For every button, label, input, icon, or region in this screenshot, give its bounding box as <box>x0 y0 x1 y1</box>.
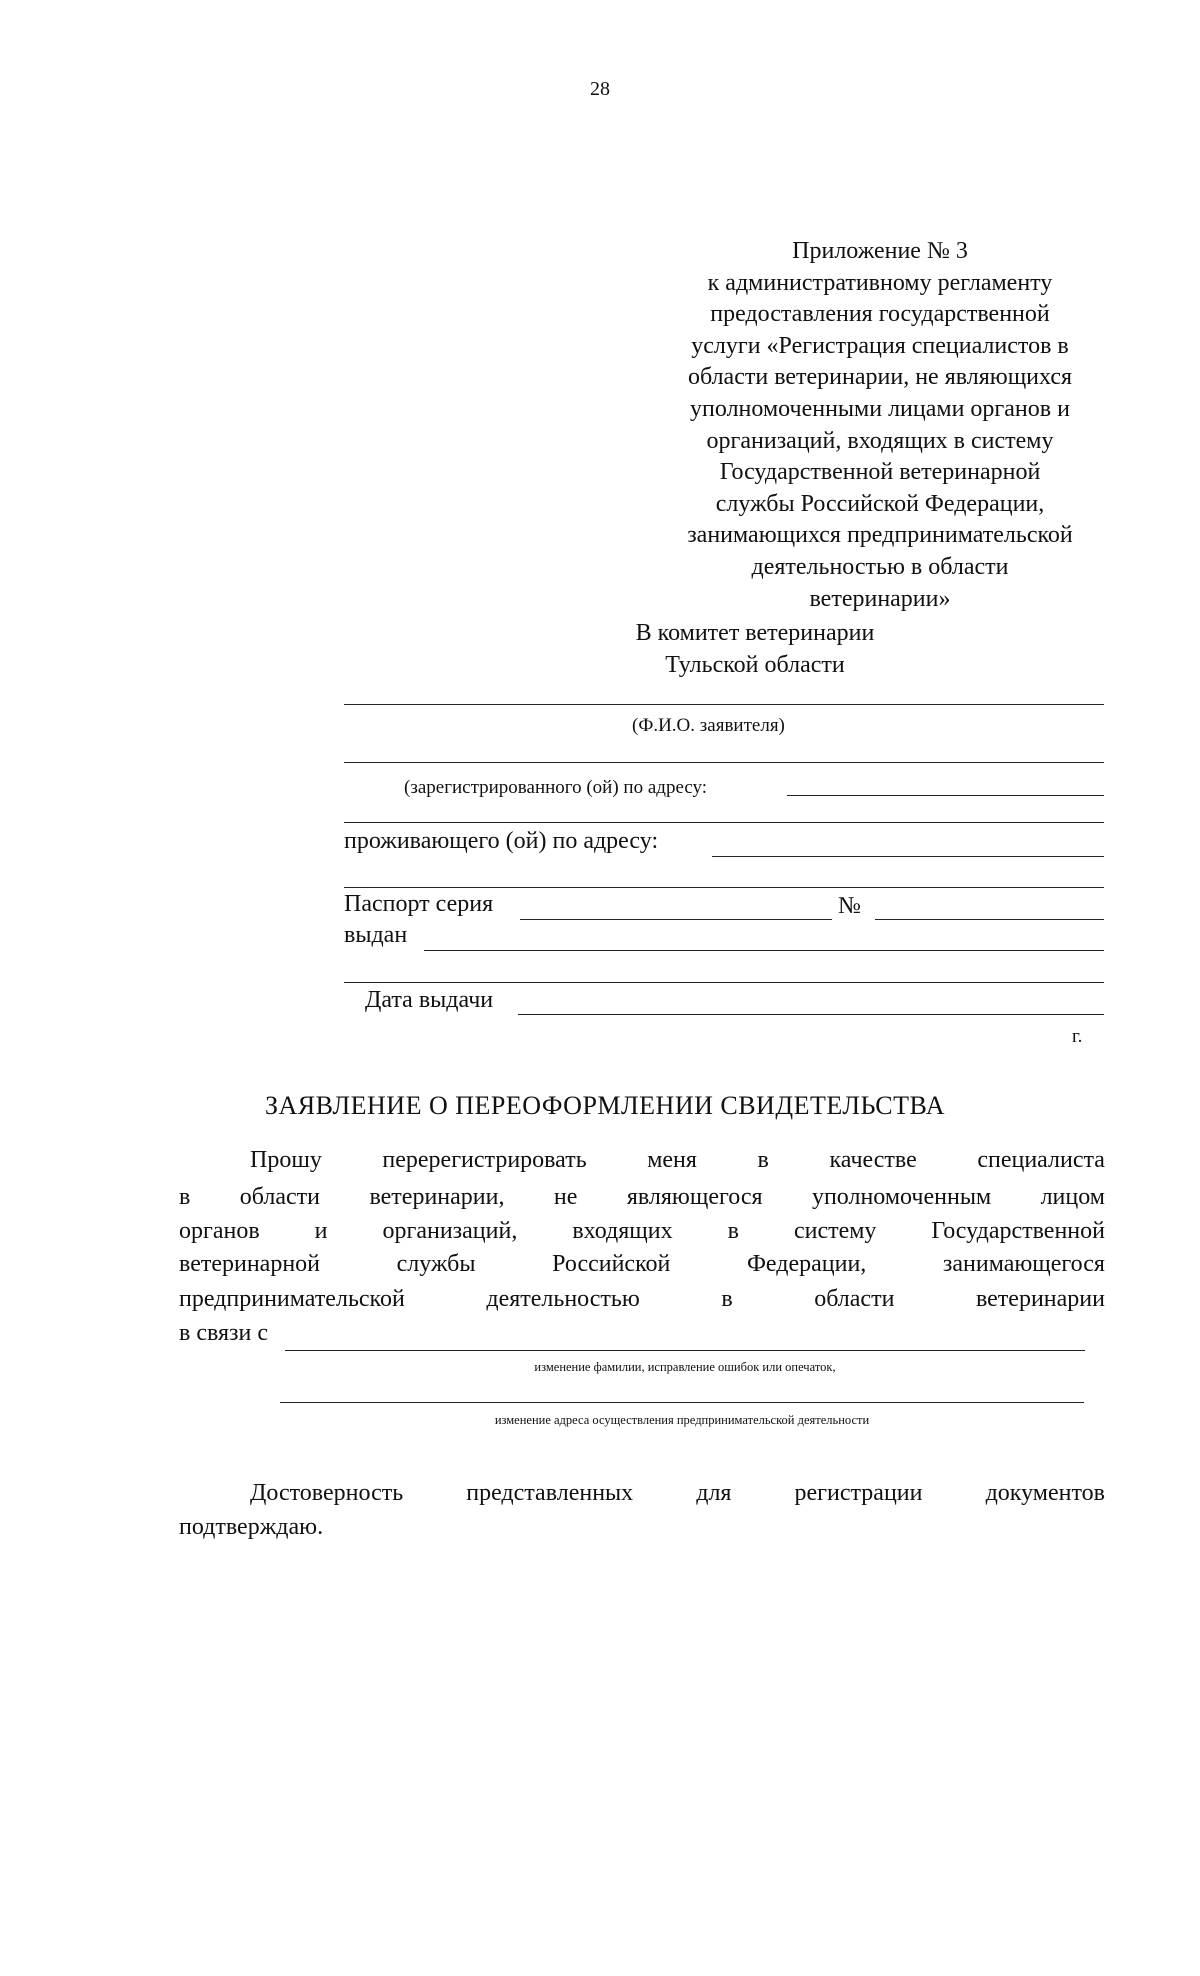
registration-address-field-line-3[interactable] <box>344 822 1104 823</box>
body-line-4 <box>179 1251 1105 1278</box>
passport-series-label: Паспорт серия <box>344 891 494 917</box>
body-word: и <box>314 1218 328 1244</box>
confirmation-line-2: подтверждаю. <box>179 1514 324 1540</box>
confirmation-word: представленных <box>466 1480 634 1506</box>
confirmation-word: регистрации <box>794 1480 923 1506</box>
confirmation-line-1 <box>250 1480 1105 1507</box>
body-word: систему <box>793 1218 877 1244</box>
issued-by-field-line-1[interactable] <box>424 950 1104 951</box>
appendix-line: Приложение № 3 <box>792 238 968 264</box>
reason-field-line-1[interactable] <box>285 1350 1085 1351</box>
reason-hint-1: изменение фамилии, исправление ошибок или опечаток, <box>534 1360 836 1374</box>
body-word: качестве <box>829 1147 917 1173</box>
registration-address-field-line-2[interactable] <box>787 795 1104 796</box>
body-word: входящих <box>572 1218 673 1244</box>
body-line-1 <box>250 1147 1105 1174</box>
body-line-3 <box>179 1218 1105 1245</box>
appendix-line: уполномоченными лицами органов и <box>690 395 1070 422</box>
body-word: являющегося <box>626 1184 763 1210</box>
registration-address-field-line-1[interactable] <box>344 762 1104 763</box>
residing-address-field-line-1[interactable] <box>712 856 1104 857</box>
fio-field[interactable] <box>344 704 1104 705</box>
addressee-line: Тульской области <box>665 652 845 678</box>
page-number: 28 <box>590 78 610 100</box>
reason-label: в связи с <box>179 1320 269 1346</box>
appendix-line: к административному регламенту <box>707 269 1053 296</box>
body-word: перерегистрировать <box>382 1147 587 1173</box>
addressee <box>595 617 915 681</box>
appendix-line: услуги «Регистрация специалистов в <box>691 332 1069 359</box>
body-word: службы <box>396 1251 476 1277</box>
reason-hint-2: изменение адреса осуществления предпринимательской деятельности <box>494 1413 870 1427</box>
passport-series-field[interactable] <box>520 919 832 920</box>
body-line-5 <box>179 1286 1105 1313</box>
body-word: Федерации, <box>746 1251 867 1277</box>
appendix-line: Государственной ветеринарной <box>719 459 1041 486</box>
appendix-line: деятельностью в области <box>751 553 1009 580</box>
issued-by-field-line-2[interactable] <box>344 982 1104 983</box>
body-word: Прошу <box>250 1147 322 1173</box>
issue-date-label: Дата выдачи <box>365 987 494 1013</box>
issued-by-label: выдан <box>344 922 408 948</box>
body-word: в <box>721 1286 733 1312</box>
document-title: ЗАЯВЛЕНИЕ О ПЕРЕОФОРМЛЕНИИ СВИДЕТЕЛЬСТВА <box>265 1091 945 1120</box>
body-word: ветеринарии <box>975 1286 1105 1312</box>
reason-field-line-2[interactable] <box>280 1402 1084 1403</box>
confirmation-word: для <box>696 1480 732 1506</box>
body-word: области <box>814 1286 895 1312</box>
appendix-line: области ветеринарии, не являющихся <box>687 364 1073 391</box>
appendix-line: службы Российской Федерации, <box>715 490 1045 517</box>
residing-address-field-line-2[interactable] <box>344 887 1104 888</box>
appendix-line: занимающихся предпринимательской <box>687 522 1073 549</box>
body-word: Государственной <box>931 1218 1105 1244</box>
body-word: лицом <box>1040 1184 1105 1210</box>
addressee-line: В комитет ветеринарии <box>635 620 875 646</box>
confirmation-word: Достоверность <box>250 1480 404 1506</box>
passport-number-field[interactable] <box>875 919 1104 920</box>
body-word: ветеринарии, <box>369 1184 505 1210</box>
residing-address-label: проживающего (ой) по адресу: <box>344 828 659 854</box>
confirmation-word: документов <box>985 1480 1105 1506</box>
body-word: специалиста <box>977 1147 1105 1173</box>
body-word: занимающегося <box>942 1251 1105 1277</box>
body-word: ветеринарной <box>179 1251 321 1277</box>
body-word: области <box>239 1184 321 1210</box>
registered-address-label: (зарегистрированного (ой) по адресу: <box>404 777 708 798</box>
body-word: Российской <box>552 1251 671 1277</box>
appendix-header <box>630 236 1130 615</box>
body-line-2 <box>179 1184 1105 1211</box>
body-word: не <box>553 1184 578 1210</box>
year-suffix: г. <box>1072 1026 1083 1047</box>
appendix-line: предоставления государственной <box>710 301 1050 328</box>
body-word: органов <box>179 1218 260 1244</box>
body-word: меня <box>647 1147 697 1173</box>
passport-number-label: № <box>838 893 861 919</box>
body-word: деятельностью <box>486 1286 640 1312</box>
issue-date-field[interactable] <box>518 1014 1104 1015</box>
body-word: в <box>727 1218 739 1244</box>
body-word: организаций, <box>382 1218 518 1244</box>
body-word: в <box>179 1184 191 1210</box>
appendix-line: организаций, входящих в систему <box>706 427 1054 454</box>
body-word: предпринимательской <box>179 1286 405 1312</box>
body-word: в <box>757 1147 769 1173</box>
fio-caption: (Ф.И.О. заявителя) <box>632 715 785 736</box>
appendix-line: ветеринарии» <box>809 585 951 612</box>
body-word: уполномоченным <box>811 1184 992 1210</box>
